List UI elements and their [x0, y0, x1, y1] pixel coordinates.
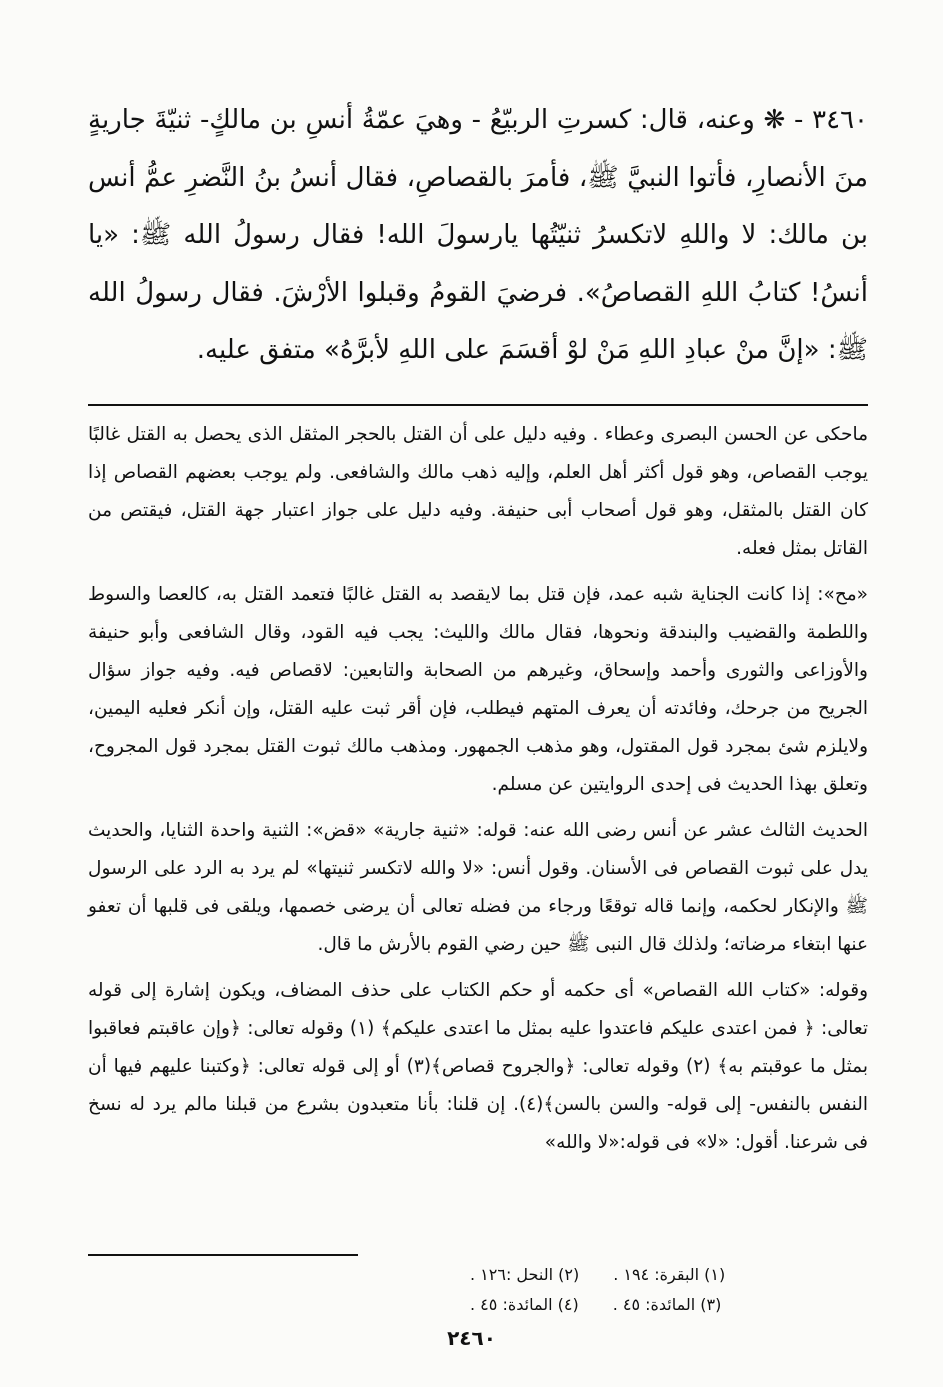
footnote: (٤) المائدة: ٤٥ .	[470, 1295, 579, 1314]
footnote-row	[470, 1290, 870, 1320]
footnote: (٣) المائدة: ٤٥ .	[612, 1295, 722, 1314]
footnote: (٢) النحل :١٢٦ .	[470, 1265, 580, 1284]
hadith-paragraph: ٣٤٦٠ - ❋ وعنه، قال: كسرتِ الربيّعُ - وهيَ عمّةُ أنسِ بن مالكٍ- ثنيّةَ جاريةٍ منَ الأنصارِ، فأتوا النبيَّ ﷺ، فأمرَ بالقصاصِ، فقال أنسُ بنُ النَّضرِ عمُّ أنس بن مالك: لا واللهِ لاتكسرُ ثنيّتُها يارسولَ الله! فقال رسولُ الله ﷺ: «يا أنسُ! كتابُ اللهِ القصاصُ». فرضيَ القومُ وقبلوا الأرْشَ. فقال رسولُ الله ﷺ: «إنَّ منْ عبادِ اللهِ مَنْ لوْ أقسَمَ على اللهِ لأبرَّهُ» متفق عليه.	[88, 105, 868, 365]
footnote: (١) البقرة: ١٩٤ .	[613, 1265, 726, 1284]
commentary-paragraph: الحديث الثالث عشر عن أنس رضى الله عنه: قوله: «ثنية جارية» «قض»: الثنية واحدة الثنايا، والحديث يدل على ثبوت القصاص فى الأسنان. وقول أنس: «لا والله لاتكسر ثنيتها» لم يرد به الرد على الرسول ﷺ والإنكار لحكمه، وإنما قاله توقعًا ورجاء من فضله تعالى أن يرضى خصمها، ويلقى فى قلبها أن تعفو عنها ابتغاء مرضاته؛ ولذلك قال النبى ﷺ حين رضي القوم بالأرش ما قال.	[88, 819, 868, 955]
commentary-paragraph: وقوله: «كتاب الله القصاص» أى حكمه أو حكم الكتاب على حذف المضاف، ويكون إشارة إلى قوله تعالى: ﴿ فمن اعتدى عليكم فاعتدوا عليه بمثل ما اعتدى عليكم﴾ (١) وقوله تعالى: ﴿وإن عاقبتم فعاقبوا بمثل ما عوقبتم به﴾ (٢) وقوله تعالى: ﴿والجروح قصاص﴾(٣) أو إلى قوله تعالى: ﴿وكتبنا عليهم فيها أن النفس بالنفس- إلى قوله- والسن بالسن﴾(٤). إن قلنا: بأنا متعبدون بشرع من قبلنا مالم يرد له نسخ فى شرعنا. أقول: «لا» فى قوله:«لا والله»	[88, 979, 868, 1153]
commentary-paragraph: ماحكى عن الحسن البصرى وعطاء . وفيه دليل على أن القتل بالحجر المثقل الذى يحصل به القتل غالبًا يوجب القصاص، وهو قول أكثر أهل العلم، وإليه ذهب مالك والشافعى. ولم يوجب بعضهم القصاص إذا كان القتل بالمثقل، وهو قول أصحاب أبى حنيفة. وفيه دليل على جواز اعتبار جهة القتل، فيقتص من القاتل بمثل فعله.	[88, 423, 868, 559]
footnotes	[470, 1260, 870, 1320]
footnote-divider	[88, 1254, 358, 1256]
commentary-paragraph: «مح»: إذا كانت الجناية شبه عمد، فإن قتل بما لايقصد به القتل غالبًا فتعمد القتل به، كالعصا والسوط واللطمة والقضيب والبندقة ونحوها، فقال مالك والليث: يجب فيه القود، وقال الشافعى وأبو حنيفة والأوزاعى والثورى وأحمد وإسحاق، وغيرهم من الصحابة والتابعين: لاقصاص فيه. وفيه جواز سؤال الجريح من جرحك، وفائدته أن يعرف المتهم فيطلب، فإن أقر ثبت عليه القتل، وإن أنكر فعليه اليمين، ولايلزم شئ بمجرد قول المقتول، وهو مذهب الجمهور. ومذهب مالك ثبوت القتل بمجرد قول المجروح، وتعلق بهذا الحديث فى إحدى الروايتين عن مسلم.	[88, 583, 868, 795]
page-body	[88, 92, 868, 1170]
footnote-row	[470, 1260, 870, 1290]
commentary	[88, 416, 868, 1162]
hadith-text	[88, 92, 868, 380]
page-number: ٢٤٦٠	[447, 1326, 496, 1350]
section-divider	[88, 404, 868, 406]
